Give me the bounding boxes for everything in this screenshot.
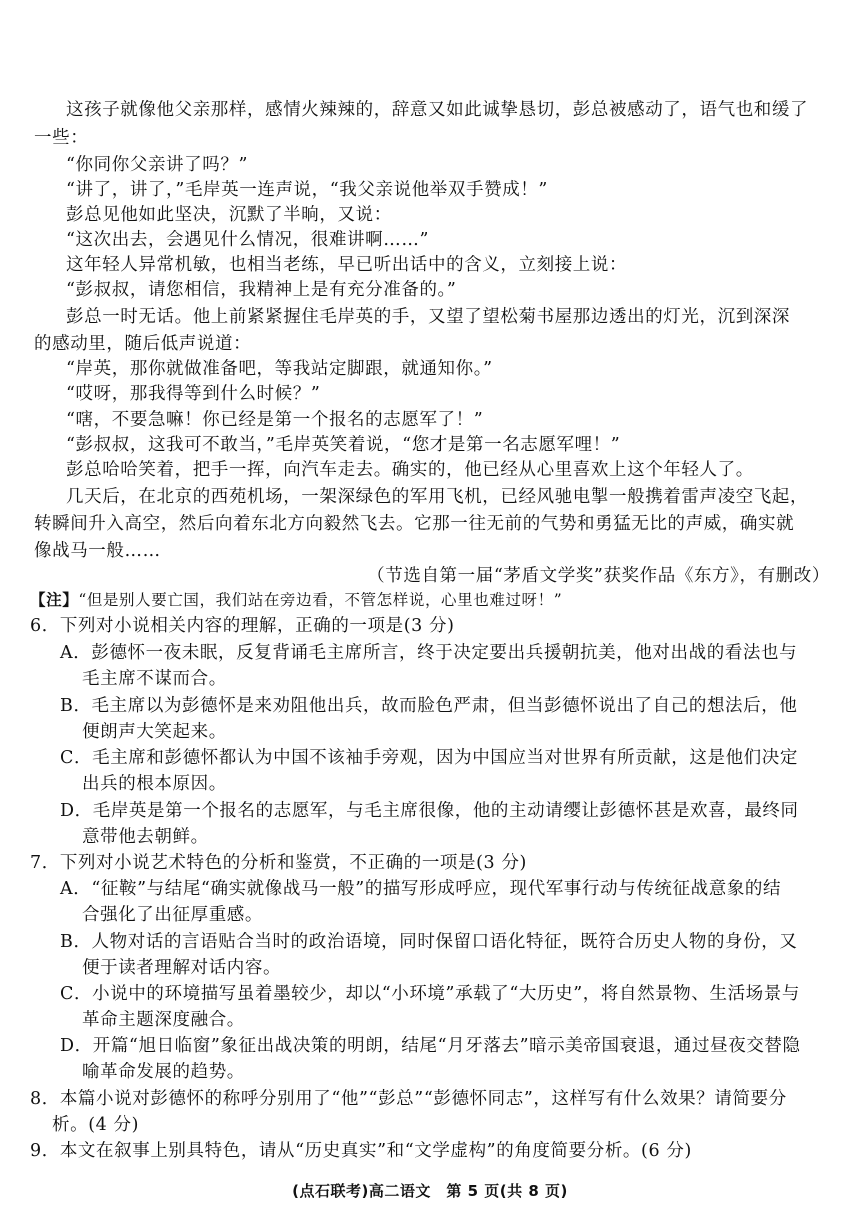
body-line: “彭叔叔，这我可不敢当，”毛岸英笑着说，“您才是第一名志愿军哩！” (66, 435, 621, 455)
body-line: 彭总一时无话。他上前紧紧握住毛岸英的手，又望了望松菊书屋那边透出的灯光，沉到深深 (66, 307, 790, 327)
question-6-option-d-cont: 意带他去朝鲜。 (82, 827, 209, 847)
question-6-stem: 6．下列对小说相关内容的理解，正确的一项是(3 分) (30, 616, 455, 636)
body-line: “彭叔叔，请您相信，我精神上是有充分准备的。” (66, 280, 457, 300)
question-6-option-b-cont: 便朗声大笑起来。 (82, 722, 227, 742)
body-line: 的感动里，随后低声说道： (34, 334, 252, 354)
question-6-option-c: C．毛主席和彭德怀都认为中国不该袖手旁观，因为中国应当对世界有所贡献，这是他们决定 (60, 748, 798, 768)
question-6-option-a: A．彭德怀一夜未眠，反复背诵毛主席所言，终于决定要出兵援朝抗美，他对出战的看法也与 (60, 643, 798, 663)
question-8-stem-cont: 析。(4 分) (52, 1115, 140, 1135)
body-line: “哎呀，那我得等到什么时候？” (66, 384, 321, 404)
annotation-text: “但是别人要亡国，我们站在旁边看，不管怎样说，心里也难过呀！” (78, 591, 563, 609)
body-line: “讲了，讲了，”毛岸英一连声说，“我父亲说他举双手赞成！” (66, 180, 548, 200)
body-line: 彭总哈哈笑着，把手一挥，向汽车走去。确实的，他已经从心里喜欢上这个年轻人了。 (66, 460, 754, 480)
annotation (30, 588, 860, 612)
question-7-option-b-cont: 便于读者理解对话内容。 (82, 958, 282, 978)
body-line: 像战马一般…… (34, 541, 161, 561)
source-note: （节选自第一届“茅盾文学奖”获奖作品《东方》，有删改） (367, 566, 830, 586)
question-7-stem: 7．下列对小说艺术特色的分析和鉴赏，不正确的一项是(3 分) (30, 853, 527, 873)
annotation-tag: 【注】 (30, 590, 79, 609)
body-line: “岸英，那你就做准备吧，等我站定脚跟，就通知你。” (66, 359, 493, 379)
question-7-option-d: D．开篇“旭日临窗”象征出战决策的明朗，结尾“月牙落去”暗示美帝国衰退，通过昼夜交替隐 (60, 1036, 801, 1056)
question-7-option-c: C．小说中的环境描写虽着墨较少，却以“小环境”承载了“大历史”，将自然景物、生活场景与 (60, 984, 800, 1004)
body-line: “这次出去，会遇见什么情况，很难讲啊……” (66, 230, 429, 250)
body-line: 这孩子就像他父亲那样，感情火辣辣的，辞意又如此诚挚恳切，彭总被感动了，语气也和缓了 (66, 100, 809, 120)
body-line: 转瞬间升入高空，然后向着东北方向毅然飞去。它那一往无前的气势和勇猛无比的声威，确实就 (34, 514, 795, 534)
question-9-stem: 9．本文在叙事上别具特色，请从“历史真实”和“文学虚构”的角度简要分析。(6 分) (30, 1141, 692, 1161)
question-6-option-a-cont: 毛主席不谋而合。 (82, 669, 227, 689)
body-line: “你同你父亲讲了吗？” (66, 155, 248, 175)
question-6-option-b: B．毛主席以为彭德怀是来劝阻他出兵，故而脸色严肃，但当彭德怀说出了自己的想法后，他 (60, 696, 798, 716)
question-7-option-c-cont: 革命主题深度融合。 (82, 1010, 245, 1030)
question-7-option-b: B．人物对话的言语贴合当时的政治语境，同时保留口语化特征，既符合历史人物的身份，又 (60, 932, 798, 952)
question-7-option-a: A．“征鞍”与结尾“确实就像战马一般”的描写形成呼应，现代军事行动与传统征战意象的结 (60, 879, 782, 899)
question-7-option-a-cont: 合强化了出征厚重感。 (82, 905, 263, 925)
body-line: 几天后，在北京的西苑机场，一架深绿色的军用飞机，已经风驰电掣一般携着雷声凌空飞起， (66, 487, 809, 507)
question-7-option-d-cont: 喻革命发展的趋势。 (82, 1062, 245, 1082)
body-line: 彭总见他如此坚决，沉默了半晌，又说： (66, 205, 392, 225)
page-footer: (点石联考)高二语文 第 5 页(共 8 页) (292, 1182, 568, 1200)
body-line: “嗐，不要急嘛！你已经是第一个报名的志愿军了！” (66, 410, 484, 430)
body-line: 一些： (34, 128, 89, 148)
body-line: 这年轻人异常机敏，也相当老练，早已听出话中的含义，立刻接上说： (66, 255, 628, 275)
question-6-option-c-cont: 出兵的根本原因。 (82, 774, 227, 794)
question-6-option-d: D．毛岸英是第一个报名的志愿军，与毛主席很像，他的主动请缨让彭德怀甚是欢喜，最终同 (60, 801, 799, 821)
question-8-stem: 8．本篇小说对彭德怀的称呼分别用了“他”“彭总”“彭德怀同志”，这样写有什么效果？请简要分 (30, 1089, 787, 1109)
